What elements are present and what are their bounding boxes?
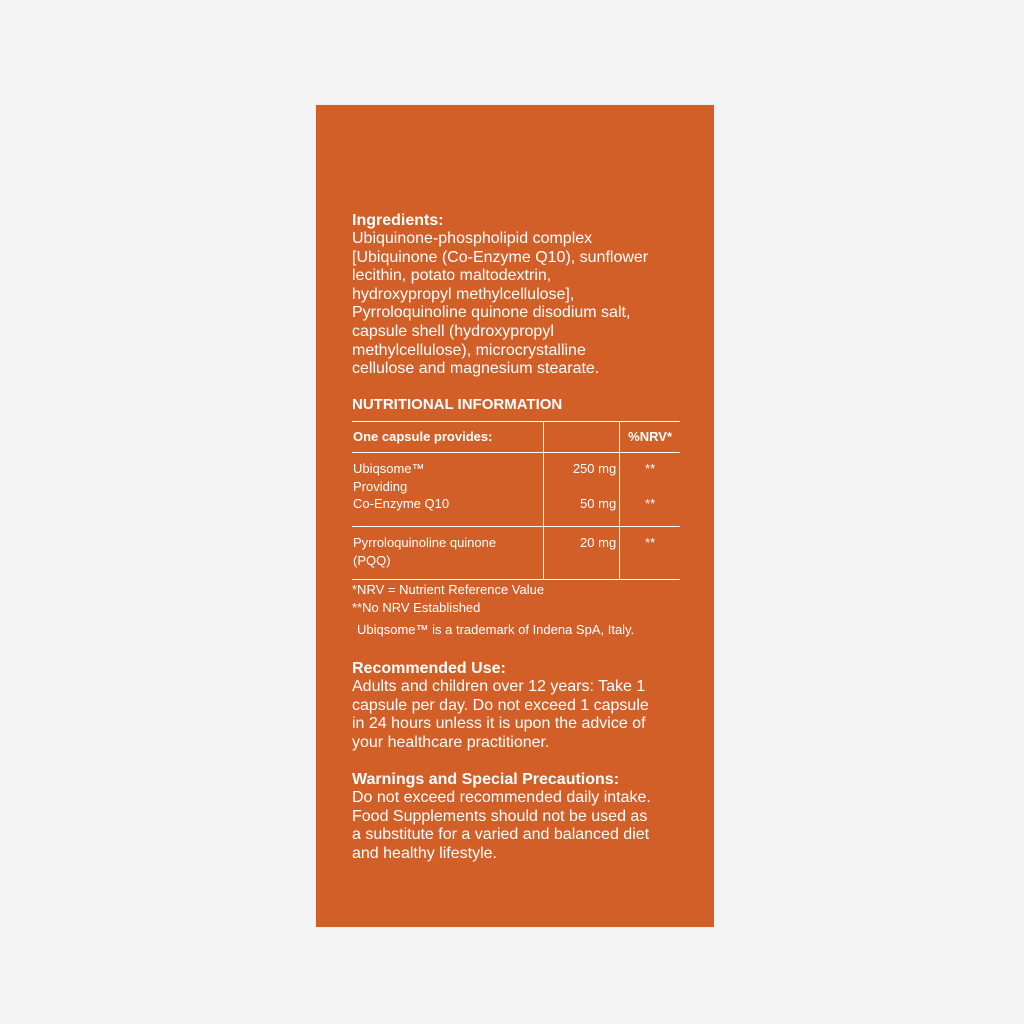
note-line: **No NRV Established	[352, 600, 481, 615]
nrv-ubiqsome: **	[645, 461, 656, 476]
table-row	[352, 453, 680, 527]
warnings-text	[352, 789, 692, 863]
nutrient-nrv	[620, 453, 680, 527]
nutrient-name-line: Ubiqsome™	[353, 461, 425, 476]
ingredients-line: Pyrroloquinoline quinone disodium salt,	[352, 304, 631, 322]
warnings-line: a substitute for a varied and balanced diet	[352, 826, 650, 844]
ingredients-line: [Ubiquinone (Co-Enzyme Q10), sunflower	[352, 248, 649, 266]
warnings-line: Do not exceed recommended daily intake.	[352, 789, 651, 806]
amount-ubiqsome: 250 mg	[572, 461, 617, 476]
recommended-line: in 24 hours unless it is upon the advice of	[352, 715, 646, 733]
trademark-note: Ubiqsome™ is a trademark of Indena SpA, Italy.	[357, 622, 635, 637]
ingredients-line: capsule shell (hydroxypropyl	[352, 322, 554, 340]
warnings-line: Food Supplements should not be used as	[352, 807, 648, 825]
nrv-pqq: **	[620, 527, 680, 580]
amount-coq10: 50 mg	[580, 496, 617, 511]
recommended-heading: Recommended Use:	[352, 660, 506, 677]
nutrient-name-line: (PQQ)	[353, 552, 391, 568]
label-panel	[316, 105, 714, 927]
table-row	[352, 527, 680, 580]
recommended-text	[352, 678, 692, 752]
recommended-use-section	[352, 659, 692, 752]
nutrient-name	[352, 453, 543, 527]
nutrient-name-line: Pyrroloquinoline quinone	[353, 535, 497, 550]
recommended-line: capsule per day. Do not exceed 1 capsule	[352, 696, 649, 714]
note-line: *NRV = Nutrient Reference Value	[352, 582, 545, 597]
warnings-line: and healthy lifestyle.	[352, 844, 497, 862]
ingredients-line: Ubiquinone-phospholipid complex	[352, 230, 593, 247]
header-nrv: %NRV*	[620, 422, 680, 453]
amount-pqq: 20 mg	[543, 527, 619, 580]
nutrient-name	[352, 527, 543, 580]
nutrient-name-line: Providing	[353, 478, 408, 494]
recommended-line: Adults and children over 12 years: Take 1	[352, 678, 646, 695]
ingredients-line: lecithin, potato maltodextrin,	[352, 267, 552, 285]
nrv-notes	[352, 581, 692, 617]
header-amount	[543, 422, 619, 453]
nutrient-amount	[543, 453, 619, 527]
recommended-line: your healthcare practitioner.	[352, 733, 550, 751]
ingredients-line: methylcellulose), microcrystalline	[352, 341, 586, 359]
warnings-heading: Warnings and Special Precautions:	[352, 771, 620, 788]
nutrient-name-line: Co-Enzyme Q10	[353, 496, 450, 511]
table-header-row	[352, 422, 680, 453]
ingredients-section	[352, 211, 692, 379]
ingredients-heading: Ingredients:	[352, 212, 444, 229]
header-provides: One capsule provides:	[352, 422, 543, 453]
nutrition-title: NUTRITIONAL INFORMATION	[352, 396, 563, 413]
ingredients-line: cellulose and magnesium stearate.	[352, 360, 600, 378]
nrv-coq10: **	[645, 496, 656, 511]
warnings-section	[352, 770, 692, 863]
ingredients-line: hydroxypropyl methylcellulose],	[352, 285, 575, 303]
nutrition-table	[352, 421, 680, 580]
ingredients-text	[352, 230, 692, 379]
